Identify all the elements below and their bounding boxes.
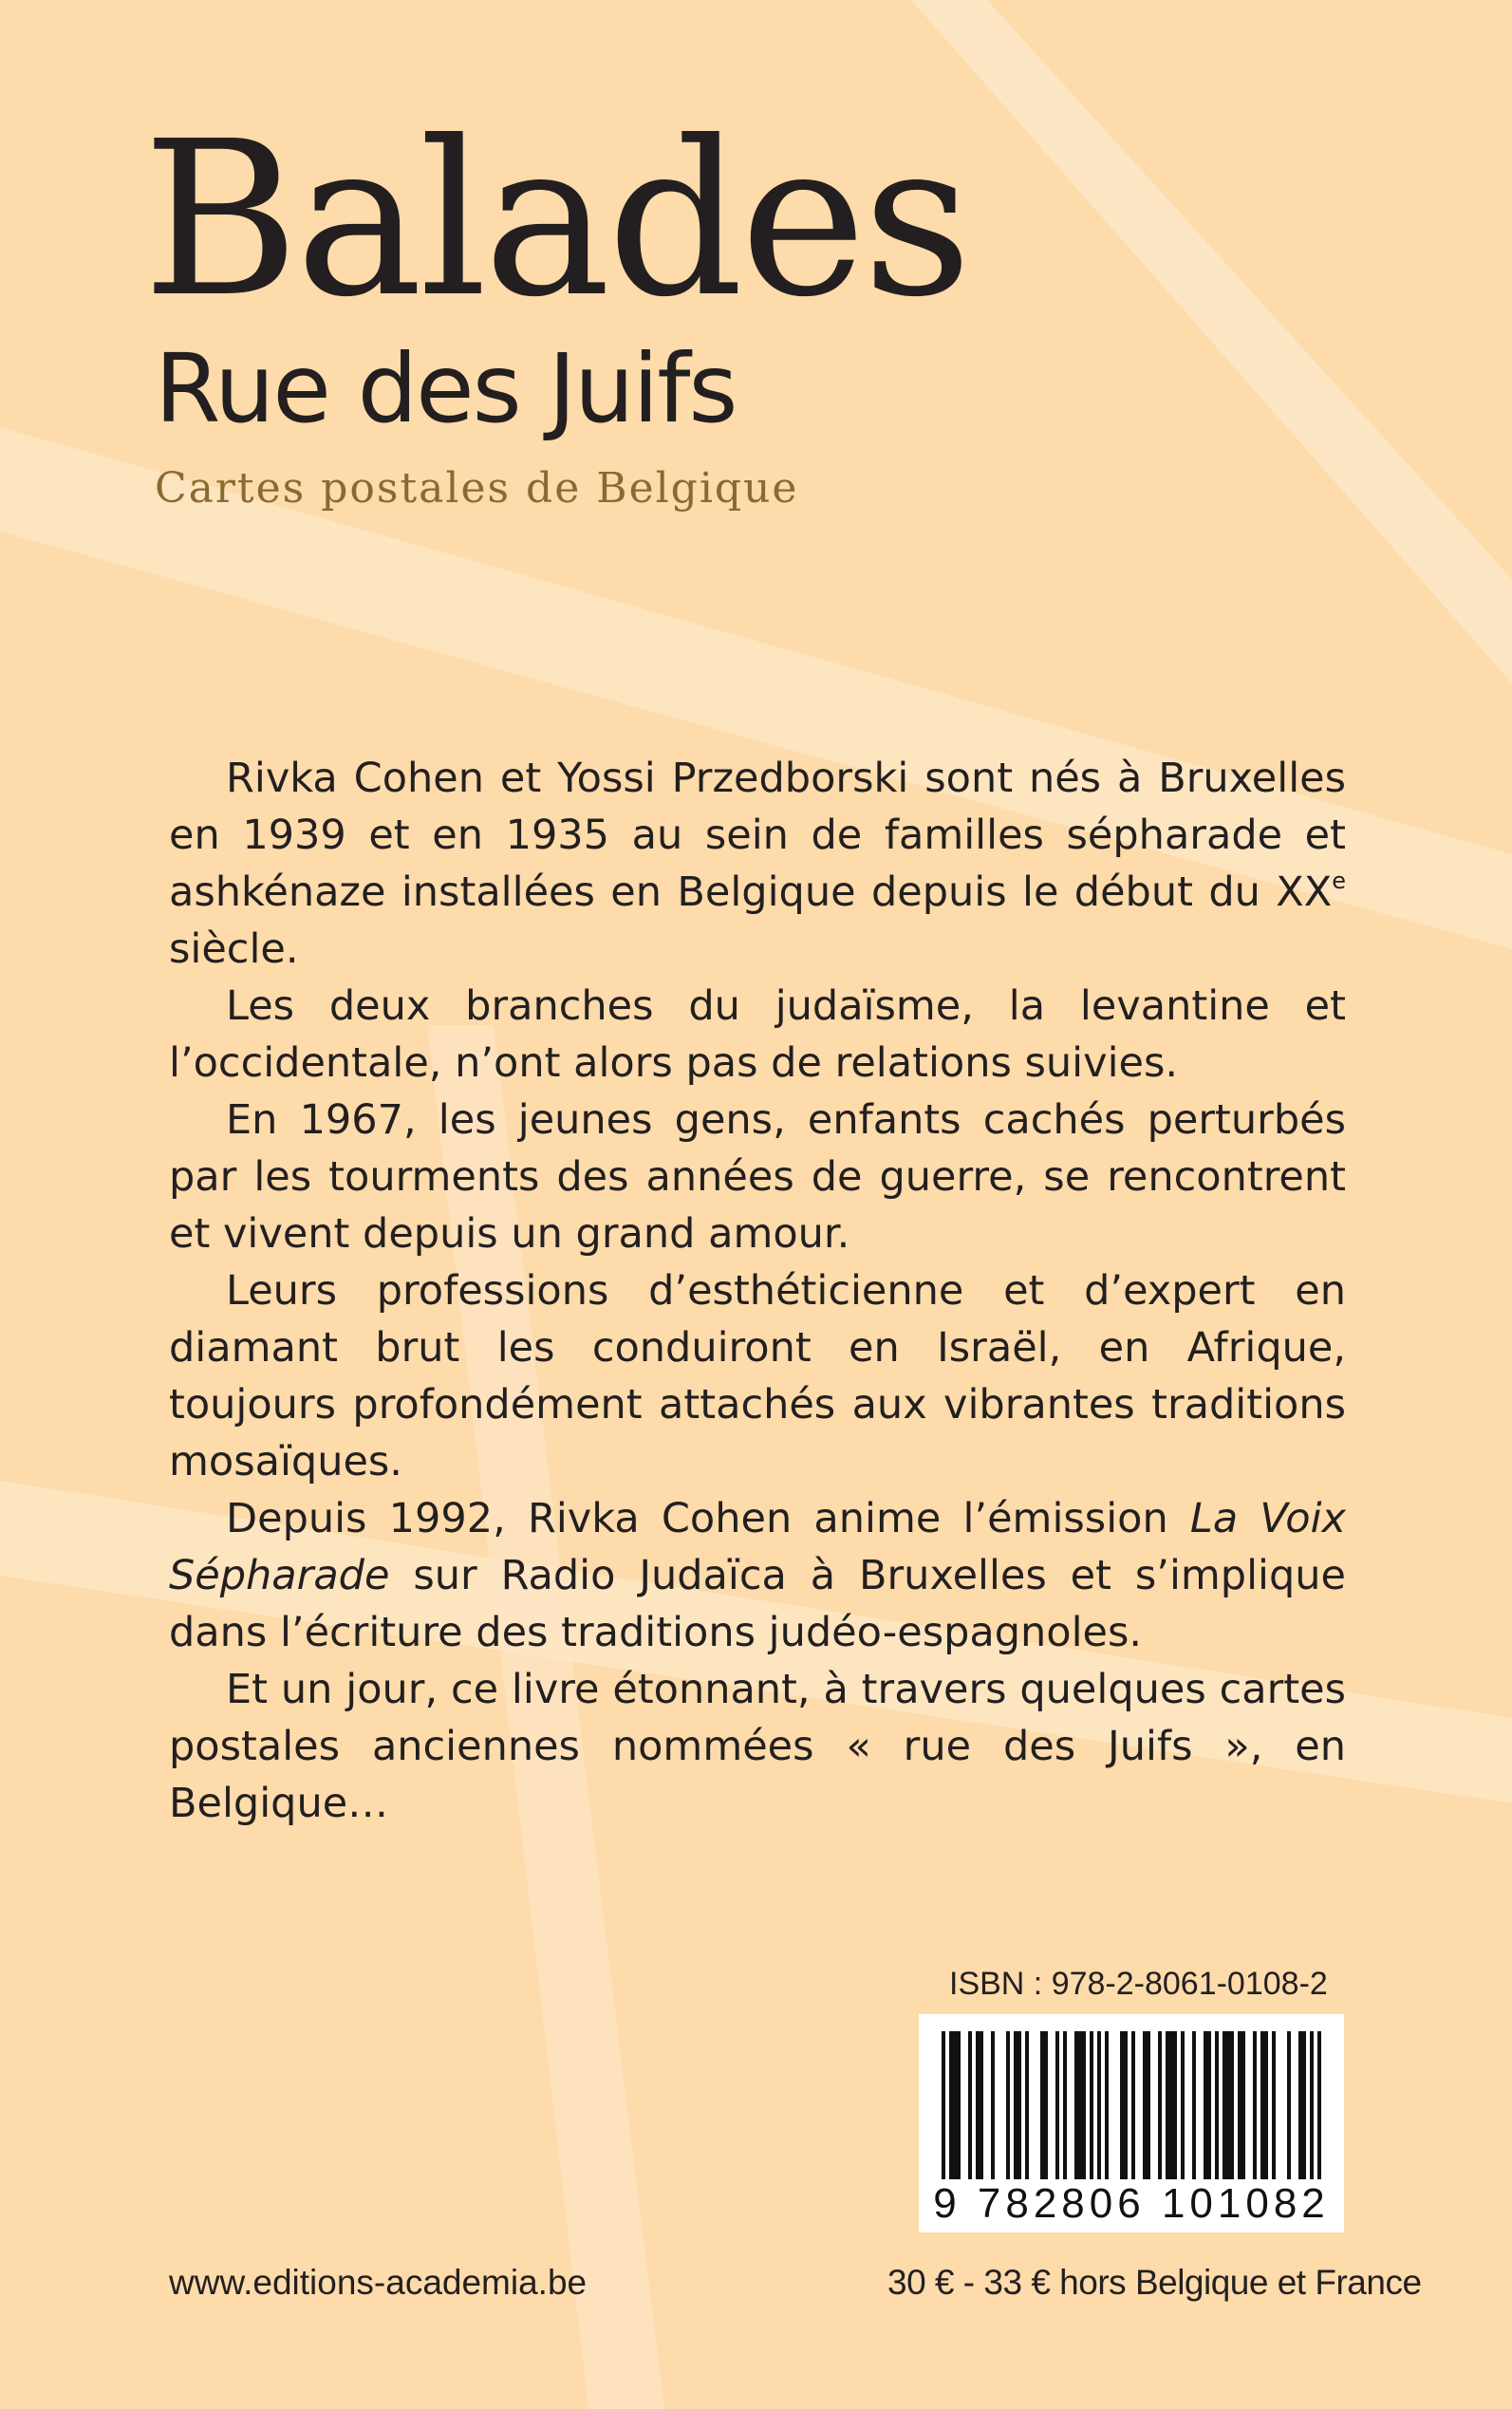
barcode-bar	[1025, 2031, 1029, 2183]
barcode-bar	[1204, 2031, 1211, 2183]
barcode-bar	[968, 2031, 972, 2183]
barcode-bar	[1120, 2031, 1128, 2202]
barcode-bar	[1014, 2031, 1021, 2183]
blurb-paragraph-radio	[169, 1490, 1346, 1661]
barcode-bar	[1055, 2031, 1059, 2183]
barcode-bar	[1158, 2031, 1162, 2183]
barcode-bar	[1181, 2031, 1185, 2183]
barcode-bar	[1215, 2031, 1219, 2183]
barcode-bar	[976, 2031, 983, 2183]
barcode-bar	[1074, 2031, 1086, 2183]
blurb-p5-text: Depuis 1992, Rivka Cohen anime l’émission	[226, 1495, 1190, 1542]
barcode-bar	[1090, 2031, 1093, 2183]
barcode-bar	[1223, 2031, 1234, 2183]
barcode-bar	[1287, 2031, 1291, 2183]
barcode-bar	[949, 2031, 961, 2202]
barcode-digits: 9 782806 101082	[928, 2179, 1335, 2229]
barcode-bar	[1317, 2031, 1321, 2202]
blurb-paragraph-meeting: En 1967, les jeunes gens, enfants cachés perturbés par les tourments des années de guerre, se rencontrent et vivent depuis un grand amour.	[169, 1096, 1346, 1258]
barcode-bar	[1310, 2031, 1314, 2202]
barcode-bar	[1105, 2031, 1109, 2183]
barcode-bar	[1298, 2031, 1306, 2183]
blurb-paragraph-book: Et un jour, ce livre étonnant, à travers quelques cartes postales anciennes nommées « rue des Juifs », en Belgique…	[169, 1666, 1346, 1827]
barcode-bar	[1272, 2031, 1276, 2183]
blurb-p1-end: siècle.	[169, 925, 299, 973]
barcode-bar	[1131, 2031, 1135, 2202]
century-superscript: e	[1332, 868, 1346, 894]
isbn-label: ISBN : 978-2-8061-0108-2	[949, 1966, 1328, 2002]
publisher-website: www.editions-academia.be	[169, 2263, 588, 2302]
back-cover-blurb	[169, 750, 1346, 1832]
barcode-bar	[1260, 2031, 1268, 2183]
book-title: Balades	[142, 96, 969, 345]
barcode-bar	[1040, 2031, 1048, 2183]
barcode-bar	[1192, 2031, 1196, 2183]
blurb-p5-end: sur Radio Judaïca à Bruxelles et s’implique dans l’écriture des traditions judéo-espagnoles.	[169, 1552, 1346, 1656]
blurb-paragraph-professions: Leurs professions d’esthéticienne et d’expert en diamant brut les conduiront en Israël, en Afrique, toujours profondément attachés aux vibrantes traditions mosaïques.	[169, 1267, 1346, 1485]
barcode-bar	[942, 2031, 945, 2202]
radio-show-title: La Voix Sépharade	[169, 1495, 1347, 1599]
barcode-bar	[1006, 2031, 1010, 2183]
barcode-bar	[1253, 2031, 1257, 2183]
blurb-p1-text: Rivka Cohen et Yossi Przedborski sont nés à Bruxelles en 1939 et en 1935 au sein de familles sépharade et ashkénaze installées en Belgique depuis le début du XX	[169, 755, 1346, 916]
book-subtitle: Rue des Juifs	[155, 333, 737, 444]
barcode-bar	[1238, 2031, 1245, 2183]
barcode-bar	[1097, 2031, 1101, 2183]
book-tagline: Cartes postales de Belgique	[155, 464, 799, 513]
barcode-bar	[991, 2031, 995, 2183]
barcode-bar	[1143, 2031, 1150, 2183]
barcode-bar	[1166, 2031, 1177, 2183]
blurb-paragraph-authors	[169, 750, 1346, 978]
barcode-bar	[1063, 2031, 1067, 2183]
price-label: 30 € - 33 € hors Belgique et France	[887, 2263, 1422, 2302]
blurb-paragraph-branches: Les deux branches du judaïsme, la levantine et l’occidentale, n’ont alors pas de relations suivies.	[169, 982, 1346, 1087]
barcode	[919, 2014, 1344, 2232]
